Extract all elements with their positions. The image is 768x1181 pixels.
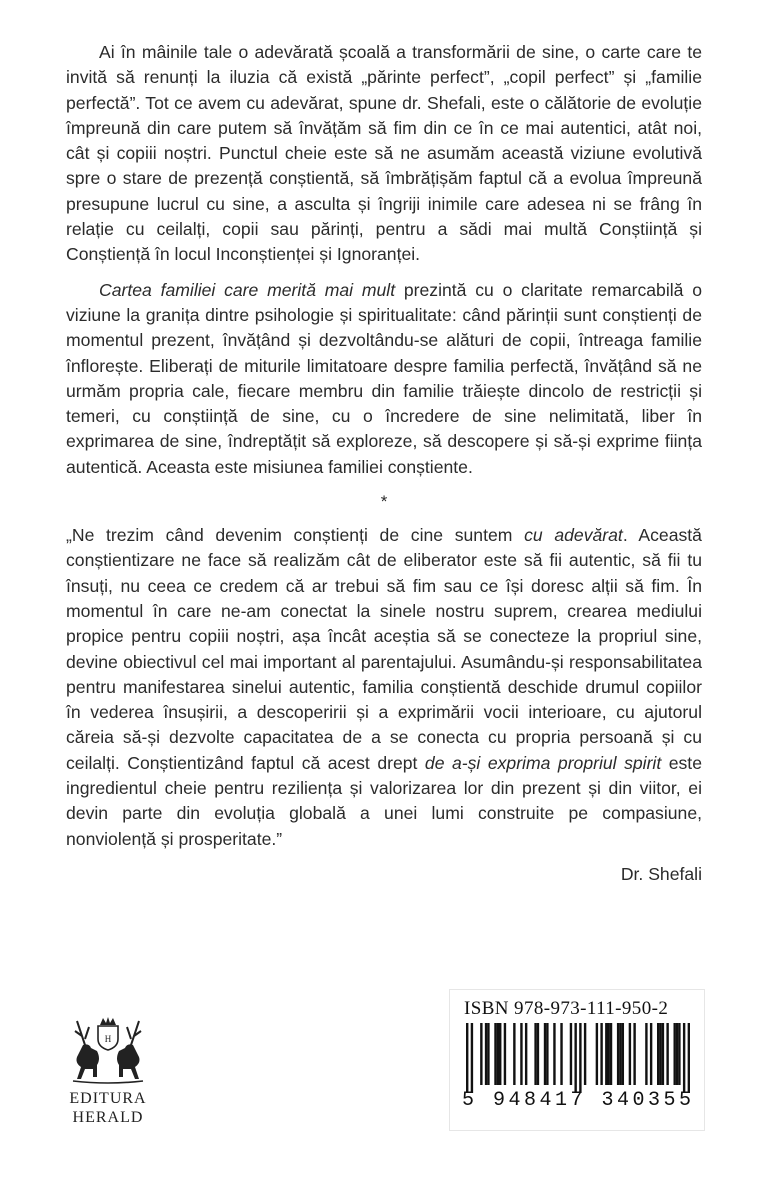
barcode-bar	[650, 1023, 652, 1085]
barcode-bar	[659, 1023, 661, 1085]
barcode-bar	[574, 1023, 576, 1093]
isbn-number: ISBN 978-973-111-950-2	[464, 998, 669, 1019]
barcode-bar	[610, 1023, 612, 1085]
barcode-bar	[537, 1023, 539, 1085]
barcode-bar	[471, 1023, 473, 1093]
barcode-bar	[466, 1023, 468, 1093]
quote-italic-1: cu adevărat	[524, 525, 623, 546]
barcode-bar	[622, 1023, 624, 1085]
barcode-bar	[560, 1023, 562, 1085]
barcode-bar	[688, 1023, 690, 1093]
quote-part-1: „Ne trezim când devenim conștienți de cine suntem	[66, 525, 525, 546]
book-title-italic: Cartea familiei care merită mai mult	[99, 279, 396, 300]
barcode-bar	[534, 1023, 536, 1085]
quote-part-2: . Această conștientizare ne face să realizăm cât de eliberator este să fii autentic, să fii tu însuți, nu ceea ce credem că ar trebui să fim sau ce își doresc alții să fim. În momentul în care ne-am conectat la sinele nostru suprem, crearea mediului propice pentru copiii noștri, așa încât aceștia să se conecteze la propriul sine, devine obiectivul cel mai important al parentajului. Asumându-și responsabilitatea pentru manifestarea sinelui autentic, familia conștientă deschide drumul copiilor în vederea însușirii, a descoperirii și a exprimării vocii interioare, cu ajutorul căreia să-și dezvolte capacitatea de a se conecta cu propria persoană și cu ceilalți. Conștientizând faptul că acest drept	[66, 525, 702, 773]
barcode-bar	[485, 1023, 487, 1085]
barcode-bar	[678, 1023, 680, 1085]
barcode-bar	[499, 1023, 501, 1085]
barcode-bar	[504, 1023, 506, 1085]
quote-italic-2: de a-și exprima propriul spirit	[424, 752, 662, 773]
barcode-bar	[662, 1023, 664, 1085]
barcode-bar	[673, 1023, 675, 1085]
barcode-bar	[600, 1023, 602, 1085]
quote-part-3: este ingredientul cheie pentru reziliența și valorizarea lor din prezent și din viitor, ei devin parte din evoluția globală a unei lumi construite pe compasiune, nonviolență și prosperitate.”	[66, 752, 702, 849]
barcode-bar	[525, 1023, 527, 1085]
barcode-bar	[497, 1023, 499, 1085]
barcode-bar	[619, 1023, 621, 1085]
ean-digits: 5 948417 340355	[462, 1089, 695, 1112]
barcode-bar	[494, 1023, 496, 1085]
barcode-bar	[546, 1023, 548, 1085]
back-cover-text	[66, 40, 702, 887]
barcode-bar	[553, 1023, 555, 1085]
svg-text:H: H	[104, 1034, 112, 1044]
ean13-barcode-bars	[466, 1023, 690, 1093]
barcode-bar	[480, 1023, 482, 1085]
barcode-bar	[617, 1023, 619, 1085]
barcode-bar	[579, 1023, 581, 1093]
barcode-bar	[570, 1023, 572, 1085]
barcode-bar	[596, 1023, 598, 1085]
barcode-bar	[645, 1023, 647, 1085]
author-quote	[66, 523, 702, 852]
publisher-logo	[60, 1015, 156, 1127]
isbn-barcode	[450, 990, 704, 1130]
description-paragraph	[66, 278, 702, 480]
barcode-bar	[633, 1023, 635, 1085]
herald-deer-crest-icon	[63, 1015, 153, 1089]
barcode-bar	[629, 1023, 631, 1085]
barcode-bar	[607, 1023, 609, 1085]
barcode-bar	[544, 1023, 546, 1085]
intro-paragraph: Ai în mâinile tale o adevărată școală a transformării de sine, o carte care te invită să renunți la iluzia că există „părinte perfect”, „copil perfect” și „familie perfectă”. Tot ce avem cu adevărat, spune dr. Shefali, este o călătorie de evoluție împreună din care putem să învățăm să fim din ce în ce mai autentici, atât noi, cât și copiii noștri. Punctul cheie este să ne asumăm această viziune evolutivă spre o stare de prezență conștientă, să îmbrățișăm faptul că a evolua împreună presupune lucrul cu sine, a asculta și îngriji inimile care adesea ni se frâng în relație cu ceilalți, copii sau părinți, pentru a sădi mai multă Conștiință și Conștiență în locul Inconștienței și Ignoranței.	[66, 42, 702, 265]
section-separator: *	[380, 492, 388, 512]
barcode-bar	[676, 1023, 678, 1085]
barcode-bar	[657, 1023, 659, 1085]
barcode-bar	[683, 1023, 685, 1093]
author-signature: Dr. Shefali	[620, 863, 702, 884]
barcode-bar	[605, 1023, 607, 1085]
description-text: prezintă cu o claritate remarcabilă o viziune la granița dintre psihologie și spiritualitate: când părinții sunt conștienți de momentul prezent, învățând și dezvoltându-se alături de copii, întreaga familie înflorește. Eliberați de miturile limitatoare despre familia perfectă, învățând să ne urmăm propria cale, fiecare membru din familie trăiește dincolo de restricții și temeri, cu conștiință de sine, cu o încredere de sine nelimitată, liber în exprimarea de sine, îndreptățit să exploreze, să descopere și să-și exprime ființa autentică. Aceasta este misiunea familiei conștiente.	[66, 279, 702, 477]
barcode-bar	[520, 1023, 522, 1085]
publisher-name-line-2: HERALD	[72, 1109, 144, 1126]
barcode-bar	[513, 1023, 515, 1085]
barcode-bar	[666, 1023, 668, 1085]
barcode-bar	[584, 1023, 586, 1085]
publisher-name-line-1: EDITURA	[69, 1090, 147, 1107]
barcode-bar	[487, 1023, 489, 1085]
